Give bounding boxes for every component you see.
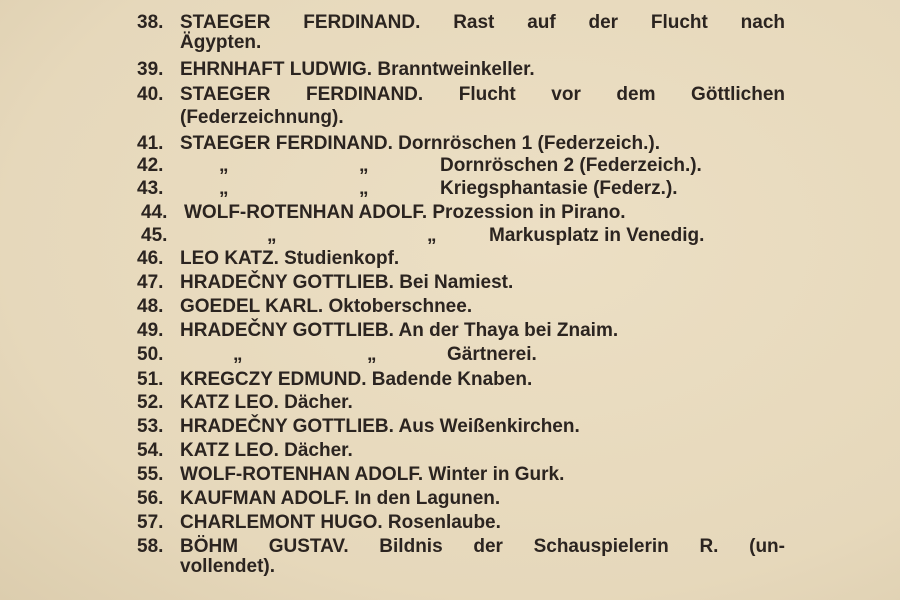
entry-text: KATZ LEO. Dächer. [180, 440, 353, 461]
entry-text: KREGCZY EDMUND. Badende Knaben. [180, 369, 533, 390]
ditto-mark: „ [267, 225, 277, 246]
entry-text: HRADEČNY GOTTLIEB. An der Thaya bei Znaim. [180, 320, 619, 341]
entry-number: 49. [137, 320, 164, 341]
ditto-mark: „ [219, 178, 229, 199]
entry-title: Markusplatz in Venedig. [489, 225, 705, 246]
entry-number: 45. [141, 225, 168, 246]
entry-text: GOEDEL KARL. Oktoberschnee. [180, 296, 473, 317]
entry-number: 51. [137, 369, 164, 390]
entry-number: 57. [137, 512, 164, 533]
entry-number: 48. [137, 296, 164, 317]
entry-text: vollendet). [180, 556, 276, 577]
ditto-mark: „ [359, 155, 369, 176]
entry-title: Gärtnerei. [447, 344, 537, 365]
ditto-mark: „ [233, 344, 243, 365]
entry-number: 54. [137, 440, 164, 461]
entry-number: 44. [141, 202, 168, 223]
entry-text: KAUFMAN ADOLF. In den Lagunen. [180, 488, 501, 509]
ditto-mark: „ [359, 178, 369, 199]
entry-number: 39. [137, 59, 164, 80]
entry-number: 56. [137, 488, 164, 509]
entry-text: WOLF-ROTENHAN ADOLF. Winter in Gurk. [180, 464, 565, 485]
entry-number: 50. [137, 344, 164, 365]
entry-text: KATZ LEO. Dächer. [180, 392, 353, 413]
entry-text: STAEGER FERDINAND. Flucht vor dem Göttlichen [180, 84, 785, 105]
entry-number: 40. [137, 84, 164, 105]
entry-text: WOLF-ROTENHAN ADOLF. Prozession in Pirano. [184, 202, 626, 223]
entry-number: 41. [137, 133, 164, 154]
entry-text: Ägypten. [180, 32, 262, 53]
entry-number: 38. [137, 12, 164, 33]
entry-text: EHRNHAFT LUDWIG. Branntweinkeller. [180, 59, 535, 80]
entry-text: LEO KATZ. Studienkopf. [180, 248, 400, 269]
entry-number: 53. [137, 416, 164, 437]
entry-text: (Federzeichnung). [180, 107, 344, 128]
entry-text: HRADEČNY GOTTLIEB. Aus Weißenkirchen. [180, 416, 580, 437]
entry-number: 47. [137, 272, 164, 293]
entry-number: 52. [137, 392, 164, 413]
ditto-mark: „ [427, 225, 437, 246]
ditto-mark: „ [367, 344, 377, 365]
entry-text: STAEGER FERDINAND. Dornröschen 1 (Federzeich.). [180, 133, 660, 154]
entry-number: 42. [137, 155, 164, 176]
entry-text: CHARLEMONT HUGO. Rosenlaube. [180, 512, 501, 533]
entry-number: 43. [137, 178, 164, 199]
ditto-mark: „ [219, 155, 229, 176]
entry-number: 55. [137, 464, 164, 485]
entry-title: Dornröschen 2 (Federzeich.). [440, 155, 702, 176]
entry-number: 58. [137, 536, 164, 557]
entry-number: 46. [137, 248, 164, 269]
entry-text: BÖHM GUSTAV. Bildnis der Schauspielerin R. (un- [180, 536, 785, 557]
entry-text: STAEGER FERDINAND. Rast auf der Flucht nach [180, 12, 785, 33]
entry-title: Kriegsphantasie (Federz.). [440, 178, 678, 199]
entry-text: HRADEČNY GOTTLIEB. Bei Namiest. [180, 272, 514, 293]
